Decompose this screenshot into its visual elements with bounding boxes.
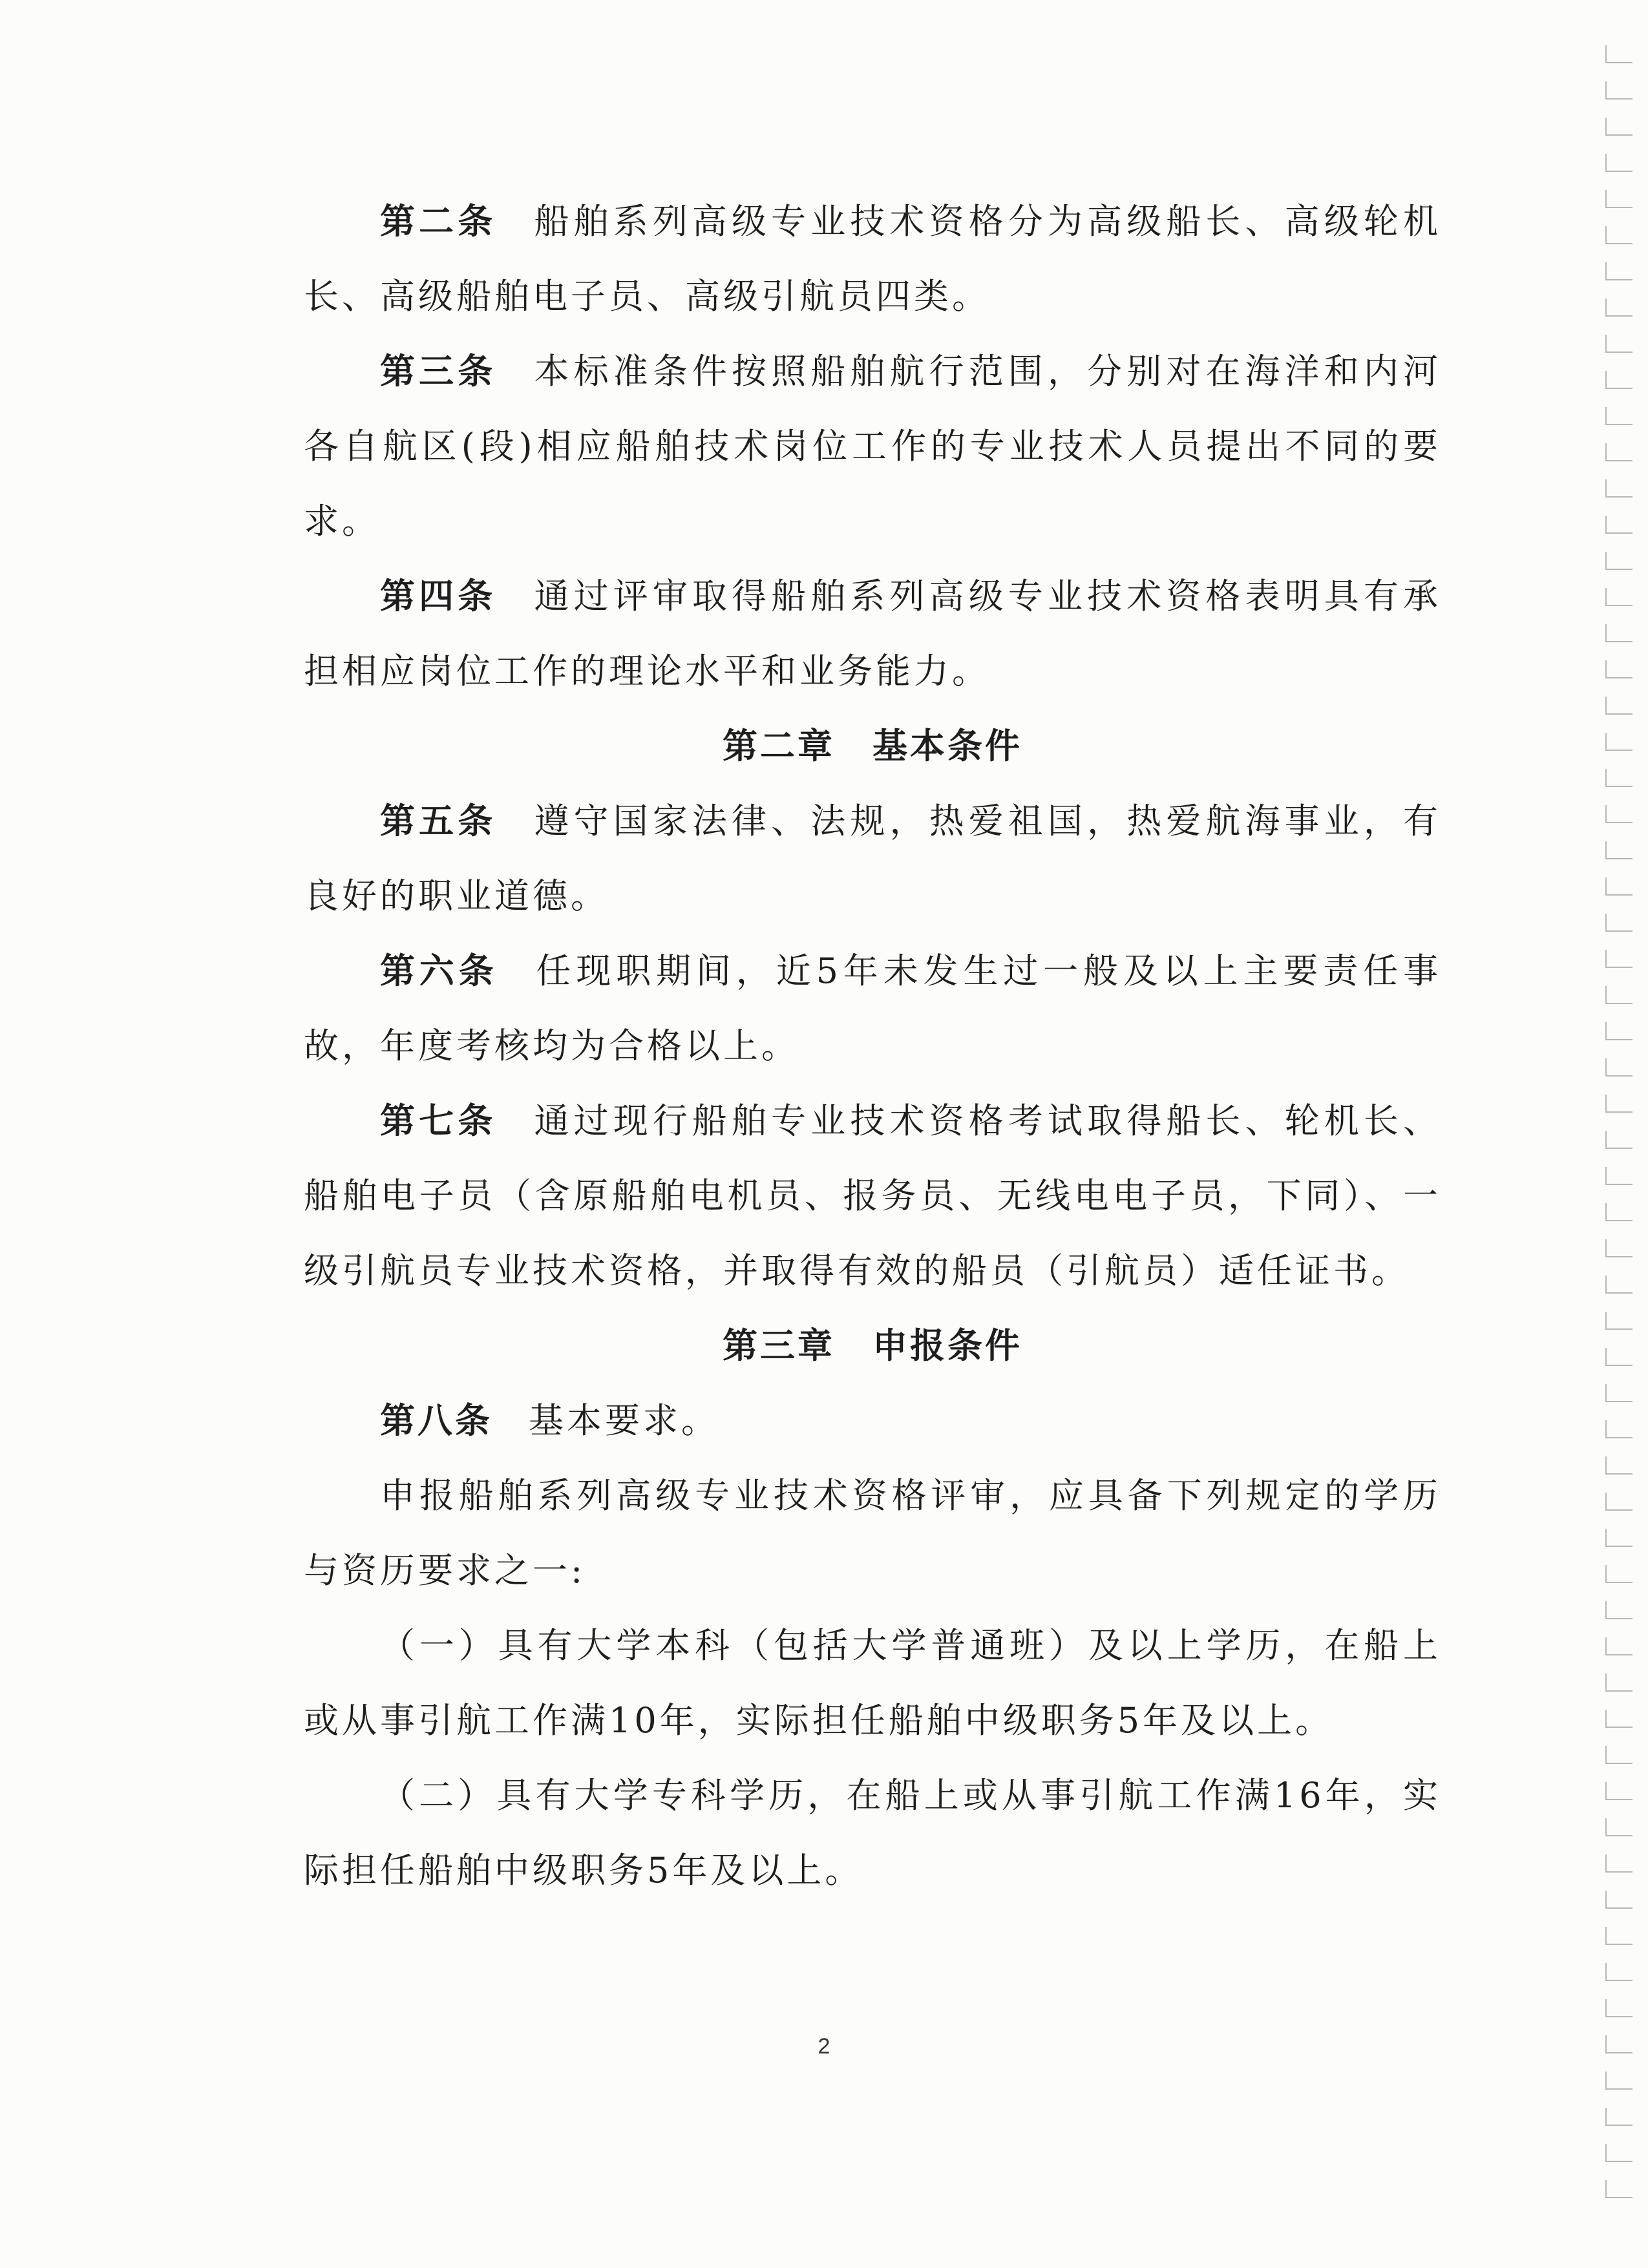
binding-marks (1605, 45, 1635, 2229)
binding-mark (1605, 154, 1632, 172)
binding-mark (1605, 2035, 1632, 2053)
binding-mark (1605, 552, 1632, 570)
binding-mark (1605, 1131, 1632, 1149)
binding-mark (1605, 1456, 1632, 1475)
article-text: 遵守国家法律、法规，热爱祖国，热爱航海事业，有良好的职业道德。 (304, 801, 1442, 916)
binding-mark (1605, 262, 1632, 280)
chapter-3-heading: 第三章 申报条件 (723, 1325, 1022, 1366)
article-label: 第五条 (380, 801, 497, 841)
binding-mark (1605, 1746, 1632, 1764)
binding-mark (1605, 950, 1632, 968)
binding-mark (1605, 1601, 1632, 1619)
binding-mark (1605, 479, 1632, 498)
chapter-2-heading: 第二章 基本条件 (723, 726, 1022, 766)
article-label: 第八条 (380, 1400, 492, 1441)
binding-mark (1605, 914, 1632, 932)
binding-mark (1605, 877, 1632, 896)
binding-mark (1605, 733, 1632, 751)
binding-mark (1605, 1891, 1632, 1909)
binding-mark (1605, 986, 1632, 1004)
binding-mark (1605, 371, 1632, 389)
article-label: 第六条 (380, 950, 498, 991)
binding-mark (1605, 2180, 1632, 2198)
binding-mark (1605, 45, 1632, 63)
binding-mark (1605, 1022, 1632, 1040)
binding-mark (1605, 1529, 1632, 1547)
binding-mark (1605, 1348, 1632, 1366)
binding-mark (1605, 1493, 1632, 1511)
binding-mark (1605, 1203, 1632, 1221)
binding-mark (1605, 81, 1632, 100)
binding-mark (1605, 190, 1632, 208)
article-label: 第七条 (380, 1100, 497, 1141)
binding-mark (1605, 660, 1632, 678)
article-text: 船舶系列高级专业技术资格分为高级船长、高级轮机长、高级船舶电子员、高级引航员四类。 (304, 201, 1442, 317)
article-label: 第四条 (380, 576, 497, 616)
binding-mark (1605, 1167, 1632, 1185)
binding-mark (1605, 299, 1632, 317)
binding-mark (1605, 1420, 1632, 1438)
requirement-item-1: （一）具有大学本科（包括大学普通班）及以上学历，在船上或从事引航工作满10年，实际担任船舶中级职务5年及以上。 (304, 1625, 1441, 1741)
binding-mark (1605, 1384, 1632, 1402)
binding-mark (1605, 1854, 1632, 1873)
article-8 (304, 1383, 1441, 1458)
binding-mark (1605, 805, 1632, 823)
binding-mark (1605, 226, 1632, 244)
binding-mark (1605, 1818, 1632, 1836)
article-label: 第二条 (380, 201, 497, 242)
binding-mark (1605, 2144, 1632, 2162)
binding-mark (1605, 118, 1632, 136)
article-2 (304, 184, 1441, 334)
binding-mark (1605, 1276, 1632, 1294)
binding-mark (1605, 443, 1632, 461)
article-4 (304, 559, 1441, 709)
binding-mark (1605, 1058, 1632, 1076)
binding-mark (1605, 1963, 1632, 1981)
article-6 (304, 934, 1441, 1084)
binding-mark (1605, 2072, 1632, 2090)
binding-mark (1605, 1312, 1632, 1330)
requirement-intro: 申报船舶系列高级专业技术资格评审，应具备下列规定的学历与资历要求之一: (304, 1475, 1441, 1591)
article-7 (304, 1084, 1441, 1308)
article-text: 任现职期间，近5年未发生过一般及以上主要责任事故，年度考核均为合格以上。 (304, 950, 1442, 1066)
binding-mark (1605, 1674, 1632, 1692)
binding-mark (1605, 1927, 1632, 1945)
binding-mark (1605, 624, 1632, 642)
article-5 (304, 784, 1441, 934)
article-3 (304, 334, 1441, 559)
binding-mark (1605, 1095, 1632, 1113)
binding-mark (1605, 516, 1632, 534)
article-label: 第三条 (380, 351, 497, 392)
binding-mark (1605, 1782, 1632, 1800)
article-text: 通过现行船舶专业技术资格考试取得船长、轮机长、船舶电子员（含原船舶电机员、报务员、无线电电子员，下同）、一级引航员专业技术资格，并取得有效的船员（引航员）适任证书。 (304, 1100, 1442, 1291)
binding-mark (1605, 2108, 1632, 2126)
binding-mark (1605, 1565, 1632, 1583)
article-text: 基本要求。 (529, 1400, 719, 1441)
requirement-item-2: （二）具有大学专科学历，在船上或从事引航工作满16年，实际担任船舶中级职务5年及以上。 (304, 1775, 1441, 1891)
article-text: 通过评审取得船舶系列高级专业技术资格表明具有承担相应岗位工作的理论水平和业务能力。 (304, 576, 1442, 691)
binding-mark (1605, 335, 1632, 353)
binding-mark (1605, 1239, 1632, 1257)
binding-mark (1605, 588, 1632, 606)
binding-mark (1605, 841, 1632, 859)
page-number: 2 (818, 2034, 830, 2059)
binding-mark (1605, 1710, 1632, 1728)
binding-mark (1605, 769, 1632, 787)
binding-mark (1605, 1999, 1632, 2017)
binding-mark (1605, 1637, 1632, 1655)
binding-mark (1605, 407, 1632, 425)
binding-mark (1605, 697, 1632, 715)
article-text: 本标准条件按照船舶航行范围，分别对在海洋和内河各自航区(段)相应船舶技术岗位工作的专业技术人员提出不同的要求。 (304, 351, 1442, 541)
document-body (304, 184, 1441, 1908)
